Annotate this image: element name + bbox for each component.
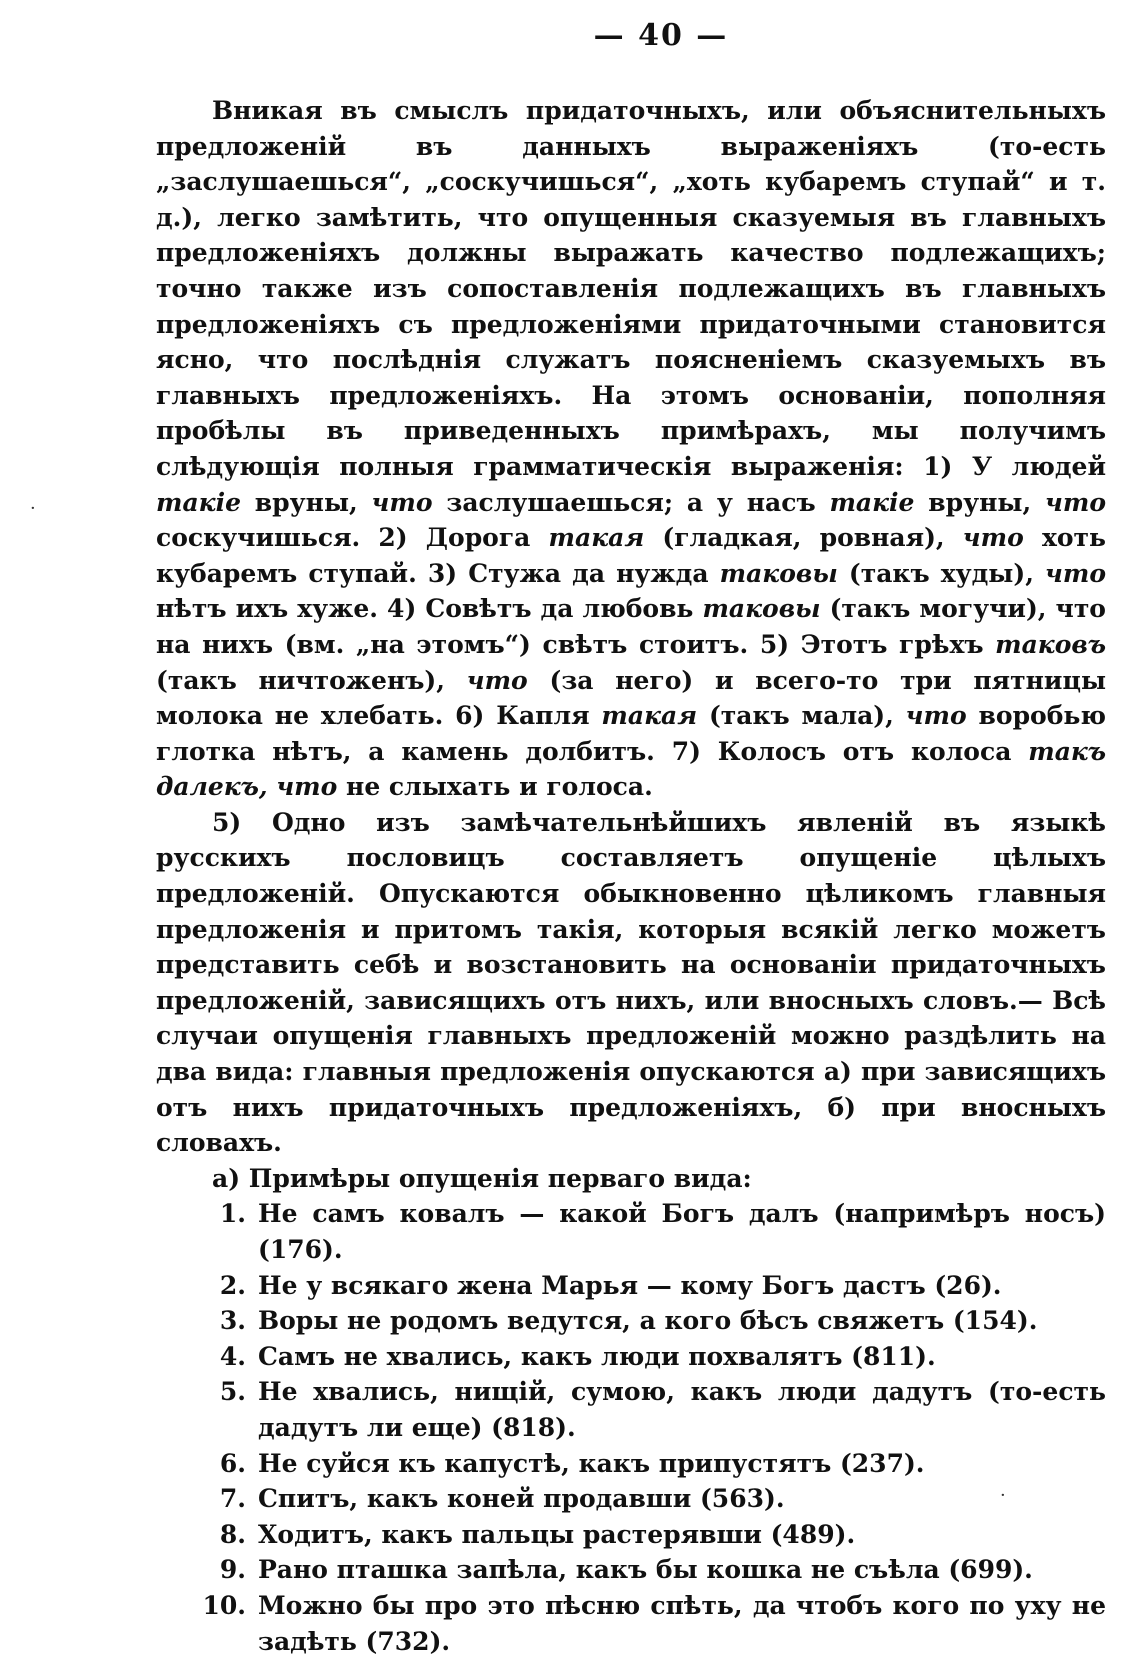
book-page	[156, 18, 1106, 1659]
example-item: 8. Ходитъ, какъ пальцы растерявши (489).	[219, 1519, 856, 1549]
example-item: 10. Можно бы про это пѣсню спѣть, да чтобъ кого по уху не задѣть (732).	[202, 1590, 1106, 1656]
example-item: 2. Не у всякаго жена Марья — кому Богъ дастъ (26).	[219, 1270, 1002, 1300]
example-item: 3. Воры не родомъ ведутся, а кого бѣсъ свяжетъ (154).	[219, 1306, 1038, 1336]
margin-speck: ·	[1000, 1485, 1006, 1506]
page-number: — 40 —	[593, 18, 729, 53]
paragraph-2: 5) Одно изъ замѣчательнѣйшихъ явленій въ языкѣ русскихъ пословицъ составляетъ опущеніе цѣлыхъ предложеній. Опускаются обыкновенно цѣликомъ главныя предложенія и притомъ такія, которыя всякій легко можетъ представить себѣ и возстановить на основаніи придаточныхъ предложеній, зависящихъ отъ нихъ, или вносныхъ словъ.— Всѣ случаи опущенія главныхъ предложеній можно раздѣлить на два вида: главныя предложенія опускаются а) при зависящихъ отъ нихъ придаточныхъ предложеніяхъ, б) при вносныхъ словахъ.	[156, 807, 1106, 1158]
margin-speck: ·	[30, 498, 36, 519]
examples-list	[156, 1196, 1106, 1659]
example-item: 9. Рано пташка запѣла, какъ бы кошка не съѣла (699).	[219, 1555, 1033, 1585]
example-item: 5. Не хвались, нищій, сумою, какъ люди дадутъ (то-есть дадутъ ли еще) (818).	[219, 1377, 1106, 1442]
examples-heading: а) Примѣры опущенія перваго вида:	[212, 1163, 752, 1193]
paragraph-1: Вникая въ смыслъ придаточныхъ, или объяснительныхъ предложеній въ данныхъ выраженіяхъ (то-есть „заслушаешься“, „соскучишься“, „хоть кубаремъ ступай“ и т. д.), легко замѣтить, что опущенныя сказуемыя въ главныхъ предложеніяхъ должны выражать качество подлежащихъ; точно также изъ сопоставленія подлежащихъ въ главныхъ предложеніяхъ съ предложеніями придаточными становится ясно, что послѣднія служатъ поясненіемъ сказуемыхъ въ главныхъ предложеніяхъ. На этомъ основаніи, пополняя пробѣлы въ приведенныхъ примѣрахъ, мы получимъ слѣдующія полныя грамматическія выраженія: 1) У людей такіе вруны, что заслушаешься; а у насъ такіе вруны, что соскучишься. 2) Дорога такая (гладкая, ровная), что хоть кубаремъ ступай. 3) Стужа да нужда таковы (такъ худы), что нѣтъ ихъ хуже. 4) Совѣтъ да любовь таковы (такъ могучи), что на нихъ (вм. „на этомъ“) свѣтъ стоитъ. 5) Этотъ грѣхъ таковъ (такъ ничтоженъ), что (за него) и всего-то три пятницы молока не хлебать. 6) Капля такая (такъ мала), что воробью глотка нѣтъ, а камень долбитъ. 7) Колосъ отъ колоса такъ далекъ, что не слыхать и голоса.	[156, 96, 1107, 802]
example-item: 7. Спитъ, какъ коней продавши (563).	[219, 1484, 785, 1514]
example-item: 4. Самъ не хвались, какъ люди похвалятъ (811).	[219, 1341, 936, 1371]
example-item: 6. Не суйся къ капустѣ, какъ припустятъ (237).	[219, 1448, 925, 1478]
example-item: 1. Не самъ ковалъ — какой Богъ далъ (напримѣръ носъ) (176).	[219, 1199, 1106, 1264]
